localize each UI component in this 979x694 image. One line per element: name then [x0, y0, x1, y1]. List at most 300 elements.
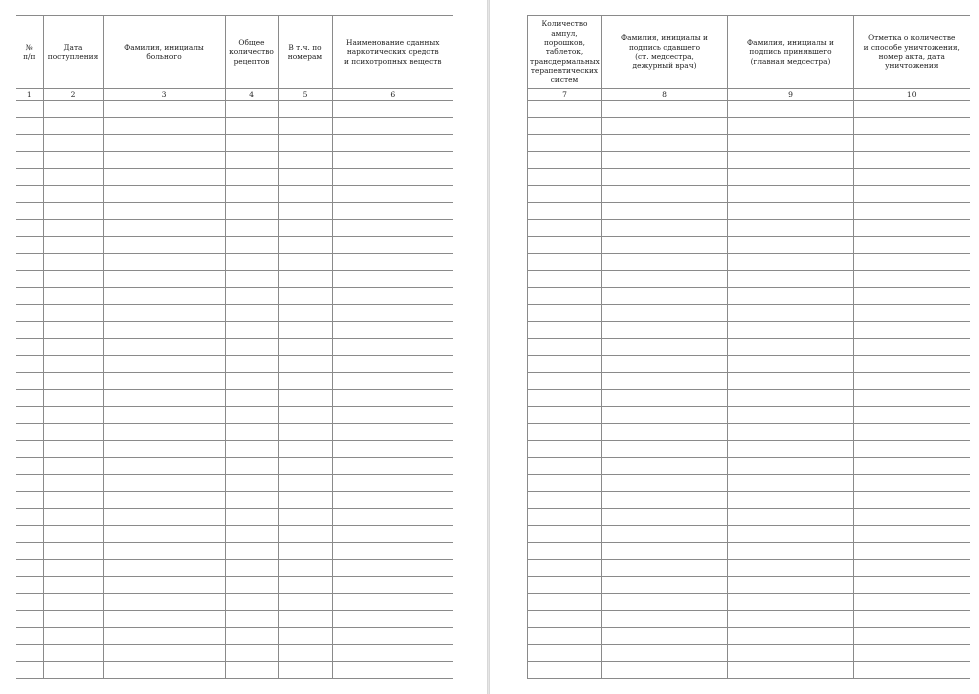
- ledger-cell[interactable]: [225, 220, 278, 237]
- ledger-cell[interactable]: [854, 441, 970, 458]
- ledger-cell[interactable]: [103, 458, 225, 475]
- ledger-cell[interactable]: [332, 118, 453, 135]
- ledger-cell[interactable]: [332, 373, 453, 390]
- ledger-cell[interactable]: [43, 169, 103, 186]
- ledger-cell[interactable]: [332, 475, 453, 492]
- ledger-cell[interactable]: [225, 645, 278, 662]
- ledger-cell[interactable]: [278, 339, 332, 356]
- ledger-cell[interactable]: [602, 628, 728, 645]
- ledger-cell[interactable]: [332, 424, 453, 441]
- ledger-cell[interactable]: [16, 407, 43, 424]
- ledger-cell[interactable]: [602, 271, 728, 288]
- ledger-cell[interactable]: [728, 424, 854, 441]
- ledger-cell[interactable]: [728, 203, 854, 220]
- ledger-cell[interactable]: [728, 152, 854, 169]
- ledger-cell[interactable]: [528, 254, 602, 271]
- ledger-cell[interactable]: [528, 560, 602, 577]
- ledger-cell[interactable]: [225, 203, 278, 220]
- ledger-cell[interactable]: [332, 611, 453, 628]
- ledger-cell[interactable]: [528, 356, 602, 373]
- ledger-cell[interactable]: [278, 373, 332, 390]
- ledger-cell[interactable]: [854, 186, 970, 203]
- ledger-cell[interactable]: [103, 152, 225, 169]
- ledger-cell[interactable]: [103, 135, 225, 152]
- ledger-cell[interactable]: [854, 152, 970, 169]
- ledger-cell[interactable]: [43, 424, 103, 441]
- ledger-cell[interactable]: [225, 356, 278, 373]
- ledger-cell[interactable]: [43, 220, 103, 237]
- ledger-cell[interactable]: [728, 543, 854, 560]
- ledger-cell[interactable]: [225, 594, 278, 611]
- ledger-cell[interactable]: [728, 220, 854, 237]
- ledger-cell[interactable]: [602, 339, 728, 356]
- ledger-cell[interactable]: [854, 237, 970, 254]
- ledger-cell[interactable]: [225, 560, 278, 577]
- ledger-cell[interactable]: [728, 237, 854, 254]
- ledger-cell[interactable]: [103, 220, 225, 237]
- ledger-cell[interactable]: [16, 169, 43, 186]
- ledger-cell[interactable]: [854, 135, 970, 152]
- ledger-cell[interactable]: [103, 237, 225, 254]
- ledger-cell[interactable]: [528, 271, 602, 288]
- ledger-cell[interactable]: [528, 220, 602, 237]
- ledger-cell[interactable]: [728, 441, 854, 458]
- ledger-cell[interactable]: [43, 526, 103, 543]
- ledger-cell[interactable]: [16, 441, 43, 458]
- ledger-cell[interactable]: [278, 509, 332, 526]
- ledger-cell[interactable]: [332, 594, 453, 611]
- ledger-cell[interactable]: [103, 339, 225, 356]
- ledger-cell[interactable]: [528, 203, 602, 220]
- ledger-cell[interactable]: [728, 186, 854, 203]
- ledger-cell[interactable]: [225, 254, 278, 271]
- ledger-cell[interactable]: [43, 135, 103, 152]
- ledger-cell[interactable]: [225, 441, 278, 458]
- ledger-cell[interactable]: [728, 475, 854, 492]
- ledger-cell[interactable]: [278, 237, 332, 254]
- ledger-cell[interactable]: [602, 288, 728, 305]
- ledger-cell[interactable]: [728, 339, 854, 356]
- ledger-cell[interactable]: [854, 611, 970, 628]
- ledger-cell[interactable]: [602, 441, 728, 458]
- ledger-cell[interactable]: [332, 526, 453, 543]
- ledger-cell[interactable]: [16, 611, 43, 628]
- ledger-cell[interactable]: [16, 458, 43, 475]
- ledger-cell[interactable]: [728, 356, 854, 373]
- ledger-cell[interactable]: [43, 203, 103, 220]
- ledger-cell[interactable]: [728, 594, 854, 611]
- ledger-cell[interactable]: [332, 441, 453, 458]
- ledger-cell[interactable]: [16, 543, 43, 560]
- ledger-cell[interactable]: [728, 254, 854, 271]
- ledger-cell[interactable]: [728, 169, 854, 186]
- ledger-cell[interactable]: [854, 118, 970, 135]
- ledger-cell[interactable]: [854, 424, 970, 441]
- ledger-cell[interactable]: [854, 594, 970, 611]
- ledger-cell[interactable]: [225, 288, 278, 305]
- ledger-cell[interactable]: [278, 543, 332, 560]
- ledger-cell[interactable]: [728, 373, 854, 390]
- ledger-cell[interactable]: [16, 322, 43, 339]
- ledger-cell[interactable]: [332, 186, 453, 203]
- ledger-cell[interactable]: [43, 237, 103, 254]
- ledger-cell[interactable]: [103, 526, 225, 543]
- ledger-cell[interactable]: [602, 475, 728, 492]
- ledger-cell[interactable]: [854, 662, 970, 679]
- ledger-cell[interactable]: [103, 662, 225, 679]
- ledger-cell[interactable]: [602, 118, 728, 135]
- ledger-cell[interactable]: [278, 135, 332, 152]
- ledger-cell[interactable]: [602, 577, 728, 594]
- ledger-cell[interactable]: [602, 101, 728, 118]
- ledger-cell[interactable]: [16, 101, 43, 118]
- ledger-cell[interactable]: [103, 101, 225, 118]
- ledger-cell[interactable]: [225, 662, 278, 679]
- ledger-cell[interactable]: [225, 458, 278, 475]
- ledger-cell[interactable]: [43, 152, 103, 169]
- ledger-cell[interactable]: [225, 509, 278, 526]
- ledger-cell[interactable]: [728, 288, 854, 305]
- ledger-cell[interactable]: [16, 492, 43, 509]
- ledger-cell[interactable]: [728, 135, 854, 152]
- ledger-cell[interactable]: [528, 645, 602, 662]
- ledger-cell[interactable]: [602, 645, 728, 662]
- ledger-cell[interactable]: [43, 475, 103, 492]
- ledger-cell[interactable]: [854, 322, 970, 339]
- ledger-cell[interactable]: [16, 424, 43, 441]
- ledger-cell[interactable]: [332, 169, 453, 186]
- ledger-cell[interactable]: [16, 305, 43, 322]
- ledger-cell[interactable]: [16, 662, 43, 679]
- ledger-cell[interactable]: [225, 237, 278, 254]
- ledger-cell[interactable]: [602, 373, 728, 390]
- ledger-cell[interactable]: [602, 322, 728, 339]
- ledger-cell[interactable]: [528, 186, 602, 203]
- ledger-cell[interactable]: [43, 271, 103, 288]
- ledger-cell[interactable]: [528, 339, 602, 356]
- ledger-cell[interactable]: [332, 305, 453, 322]
- ledger-cell[interactable]: [278, 271, 332, 288]
- ledger-cell[interactable]: [278, 203, 332, 220]
- ledger-cell[interactable]: [528, 237, 602, 254]
- ledger-cell[interactable]: [103, 169, 225, 186]
- ledger-cell[interactable]: [332, 543, 453, 560]
- ledger-cell[interactable]: [225, 322, 278, 339]
- ledger-cell[interactable]: [528, 135, 602, 152]
- ledger-cell[interactable]: [528, 458, 602, 475]
- ledger-cell[interactable]: [103, 492, 225, 509]
- ledger-cell[interactable]: [43, 407, 103, 424]
- ledger-cell[interactable]: [278, 390, 332, 407]
- ledger-cell[interactable]: [103, 203, 225, 220]
- ledger-cell[interactable]: [43, 611, 103, 628]
- ledger-cell[interactable]: [602, 611, 728, 628]
- ledger-cell[interactable]: [332, 339, 453, 356]
- ledger-cell[interactable]: [332, 237, 453, 254]
- ledger-cell[interactable]: [16, 645, 43, 662]
- ledger-cell[interactable]: [278, 458, 332, 475]
- ledger-cell[interactable]: [103, 628, 225, 645]
- ledger-cell[interactable]: [43, 577, 103, 594]
- ledger-cell[interactable]: [16, 475, 43, 492]
- ledger-cell[interactable]: [332, 101, 453, 118]
- ledger-cell[interactable]: [332, 135, 453, 152]
- ledger-cell[interactable]: [854, 407, 970, 424]
- ledger-cell[interactable]: [225, 305, 278, 322]
- ledger-cell[interactable]: [103, 543, 225, 560]
- ledger-cell[interactable]: [225, 492, 278, 509]
- ledger-cell[interactable]: [225, 526, 278, 543]
- ledger-cell[interactable]: [16, 288, 43, 305]
- ledger-cell[interactable]: [332, 152, 453, 169]
- ledger-cell[interactable]: [278, 560, 332, 577]
- ledger-cell[interactable]: [854, 560, 970, 577]
- ledger-cell[interactable]: [43, 356, 103, 373]
- ledger-cell[interactable]: [278, 186, 332, 203]
- ledger-cell[interactable]: [43, 322, 103, 339]
- ledger-cell[interactable]: [602, 186, 728, 203]
- ledger-cell[interactable]: [16, 594, 43, 611]
- ledger-cell[interactable]: [332, 645, 453, 662]
- ledger-cell[interactable]: [43, 305, 103, 322]
- ledger-cell[interactable]: [854, 339, 970, 356]
- ledger-cell[interactable]: [16, 390, 43, 407]
- ledger-cell[interactable]: [103, 288, 225, 305]
- ledger-cell[interactable]: [728, 101, 854, 118]
- ledger-cell[interactable]: [528, 628, 602, 645]
- ledger-cell[interactable]: [43, 254, 103, 271]
- ledger-cell[interactable]: [278, 220, 332, 237]
- ledger-cell[interactable]: [528, 424, 602, 441]
- ledger-cell[interactable]: [43, 339, 103, 356]
- ledger-cell[interactable]: [728, 458, 854, 475]
- ledger-cell[interactable]: [278, 305, 332, 322]
- ledger-cell[interactable]: [103, 424, 225, 441]
- ledger-cell[interactable]: [332, 577, 453, 594]
- ledger-cell[interactable]: [278, 118, 332, 135]
- ledger-cell[interactable]: [528, 611, 602, 628]
- ledger-cell[interactable]: [854, 288, 970, 305]
- ledger-cell[interactable]: [332, 628, 453, 645]
- ledger-cell[interactable]: [103, 373, 225, 390]
- ledger-cell[interactable]: [602, 662, 728, 679]
- ledger-cell[interactable]: [728, 611, 854, 628]
- ledger-cell[interactable]: [16, 339, 43, 356]
- ledger-cell[interactable]: [278, 645, 332, 662]
- ledger-cell[interactable]: [602, 560, 728, 577]
- ledger-cell[interactable]: [332, 458, 453, 475]
- ledger-cell[interactable]: [602, 356, 728, 373]
- ledger-cell[interactable]: [602, 254, 728, 271]
- ledger-cell[interactable]: [854, 628, 970, 645]
- ledger-cell[interactable]: [225, 152, 278, 169]
- ledger-cell[interactable]: [332, 356, 453, 373]
- ledger-cell[interactable]: [332, 220, 453, 237]
- ledger-cell[interactable]: [43, 118, 103, 135]
- ledger-cell[interactable]: [528, 322, 602, 339]
- ledger-cell[interactable]: [602, 305, 728, 322]
- ledger-cell[interactable]: [854, 220, 970, 237]
- ledger-cell[interactable]: [278, 407, 332, 424]
- ledger-cell[interactable]: [225, 628, 278, 645]
- ledger-cell[interactable]: [854, 577, 970, 594]
- ledger-cell[interactable]: [43, 594, 103, 611]
- ledger-cell[interactable]: [728, 645, 854, 662]
- ledger-cell[interactable]: [103, 407, 225, 424]
- ledger-cell[interactable]: [16, 509, 43, 526]
- ledger-cell[interactable]: [528, 543, 602, 560]
- ledger-cell[interactable]: [103, 441, 225, 458]
- ledger-cell[interactable]: [602, 424, 728, 441]
- ledger-cell[interactable]: [16, 526, 43, 543]
- ledger-cell[interactable]: [43, 560, 103, 577]
- ledger-cell[interactable]: [602, 458, 728, 475]
- ledger-cell[interactable]: [103, 475, 225, 492]
- ledger-cell[interactable]: [728, 305, 854, 322]
- ledger-cell[interactable]: [528, 492, 602, 509]
- ledger-cell[interactable]: [43, 628, 103, 645]
- ledger-cell[interactable]: [43, 373, 103, 390]
- ledger-cell[interactable]: [602, 220, 728, 237]
- ledger-cell[interactable]: [225, 339, 278, 356]
- ledger-cell[interactable]: [43, 492, 103, 509]
- ledger-cell[interactable]: [332, 203, 453, 220]
- ledger-cell[interactable]: [278, 611, 332, 628]
- ledger-cell[interactable]: [103, 186, 225, 203]
- ledger-cell[interactable]: [225, 577, 278, 594]
- ledger-cell[interactable]: [103, 577, 225, 594]
- ledger-cell[interactable]: [225, 475, 278, 492]
- ledger-cell[interactable]: [16, 254, 43, 271]
- ledger-cell[interactable]: [16, 577, 43, 594]
- ledger-cell[interactable]: [528, 407, 602, 424]
- ledger-cell[interactable]: [103, 254, 225, 271]
- ledger-cell[interactable]: [602, 237, 728, 254]
- ledger-cell[interactable]: [278, 254, 332, 271]
- ledger-cell[interactable]: [528, 662, 602, 679]
- ledger-cell[interactable]: [278, 577, 332, 594]
- ledger-cell[interactable]: [43, 645, 103, 662]
- ledger-cell[interactable]: [225, 101, 278, 118]
- ledger-cell[interactable]: [332, 271, 453, 288]
- ledger-cell[interactable]: [278, 662, 332, 679]
- ledger-cell[interactable]: [16, 356, 43, 373]
- ledger-cell[interactable]: [528, 101, 602, 118]
- ledger-cell[interactable]: [854, 475, 970, 492]
- ledger-cell[interactable]: [16, 373, 43, 390]
- ledger-cell[interactable]: [16, 152, 43, 169]
- ledger-cell[interactable]: [278, 526, 332, 543]
- ledger-cell[interactable]: [103, 509, 225, 526]
- ledger-cell[interactable]: [854, 526, 970, 543]
- ledger-cell[interactable]: [602, 203, 728, 220]
- ledger-cell[interactable]: [225, 118, 278, 135]
- ledger-cell[interactable]: [854, 271, 970, 288]
- ledger-cell[interactable]: [602, 152, 728, 169]
- ledger-cell[interactable]: [225, 407, 278, 424]
- ledger-cell[interactable]: [854, 509, 970, 526]
- ledger-cell[interactable]: [528, 441, 602, 458]
- ledger-cell[interactable]: [225, 373, 278, 390]
- ledger-cell[interactable]: [278, 152, 332, 169]
- ledger-cell[interactable]: [16, 560, 43, 577]
- ledger-cell[interactable]: [854, 458, 970, 475]
- ledger-cell[interactable]: [43, 390, 103, 407]
- ledger-cell[interactable]: [103, 594, 225, 611]
- ledger-cell[interactable]: [854, 169, 970, 186]
- ledger-cell[interactable]: [103, 611, 225, 628]
- ledger-cell[interactable]: [728, 322, 854, 339]
- ledger-cell[interactable]: [728, 509, 854, 526]
- ledger-cell[interactable]: [728, 526, 854, 543]
- ledger-cell[interactable]: [278, 475, 332, 492]
- ledger-cell[interactable]: [43, 509, 103, 526]
- ledger-cell[interactable]: [728, 407, 854, 424]
- ledger-cell[interactable]: [528, 390, 602, 407]
- ledger-cell[interactable]: [16, 135, 43, 152]
- ledger-cell[interactable]: [728, 390, 854, 407]
- ledger-cell[interactable]: [528, 526, 602, 543]
- ledger-cell[interactable]: [278, 101, 332, 118]
- ledger-cell[interactable]: [103, 322, 225, 339]
- ledger-cell[interactable]: [602, 543, 728, 560]
- ledger-cell[interactable]: [16, 203, 43, 220]
- ledger-cell[interactable]: [103, 305, 225, 322]
- ledger-cell[interactable]: [225, 611, 278, 628]
- ledger-cell[interactable]: [103, 118, 225, 135]
- ledger-cell[interactable]: [854, 543, 970, 560]
- ledger-cell[interactable]: [854, 203, 970, 220]
- ledger-cell[interactable]: [278, 628, 332, 645]
- ledger-cell[interactable]: [278, 594, 332, 611]
- ledger-cell[interactable]: [728, 560, 854, 577]
- ledger-cell[interactable]: [602, 390, 728, 407]
- ledger-cell[interactable]: [528, 305, 602, 322]
- ledger-cell[interactable]: [528, 169, 602, 186]
- ledger-cell[interactable]: [278, 169, 332, 186]
- ledger-cell[interactable]: [103, 645, 225, 662]
- ledger-cell[interactable]: [602, 526, 728, 543]
- ledger-cell[interactable]: [225, 390, 278, 407]
- ledger-cell[interactable]: [528, 594, 602, 611]
- ledger-cell[interactable]: [528, 152, 602, 169]
- ledger-cell[interactable]: [16, 271, 43, 288]
- ledger-cell[interactable]: [854, 101, 970, 118]
- ledger-cell[interactable]: [728, 577, 854, 594]
- ledger-cell[interactable]: [278, 492, 332, 509]
- ledger-cell[interactable]: [225, 424, 278, 441]
- ledger-cell[interactable]: [854, 254, 970, 271]
- ledger-cell[interactable]: [854, 390, 970, 407]
- ledger-cell[interactable]: [16, 237, 43, 254]
- ledger-cell[interactable]: [332, 288, 453, 305]
- ledger-cell[interactable]: [602, 509, 728, 526]
- ledger-cell[interactable]: [332, 407, 453, 424]
- ledger-cell[interactable]: [43, 186, 103, 203]
- ledger-cell[interactable]: [528, 373, 602, 390]
- ledger-cell[interactable]: [16, 628, 43, 645]
- ledger-cell[interactable]: [332, 662, 453, 679]
- ledger-cell[interactable]: [528, 509, 602, 526]
- ledger-cell[interactable]: [16, 220, 43, 237]
- ledger-cell[interactable]: [103, 356, 225, 373]
- ledger-cell[interactable]: [854, 356, 970, 373]
- ledger-cell[interactable]: [43, 662, 103, 679]
- ledger-cell[interactable]: [43, 288, 103, 305]
- ledger-cell[interactable]: [602, 407, 728, 424]
- ledger-cell[interactable]: [225, 186, 278, 203]
- ledger-cell[interactable]: [332, 322, 453, 339]
